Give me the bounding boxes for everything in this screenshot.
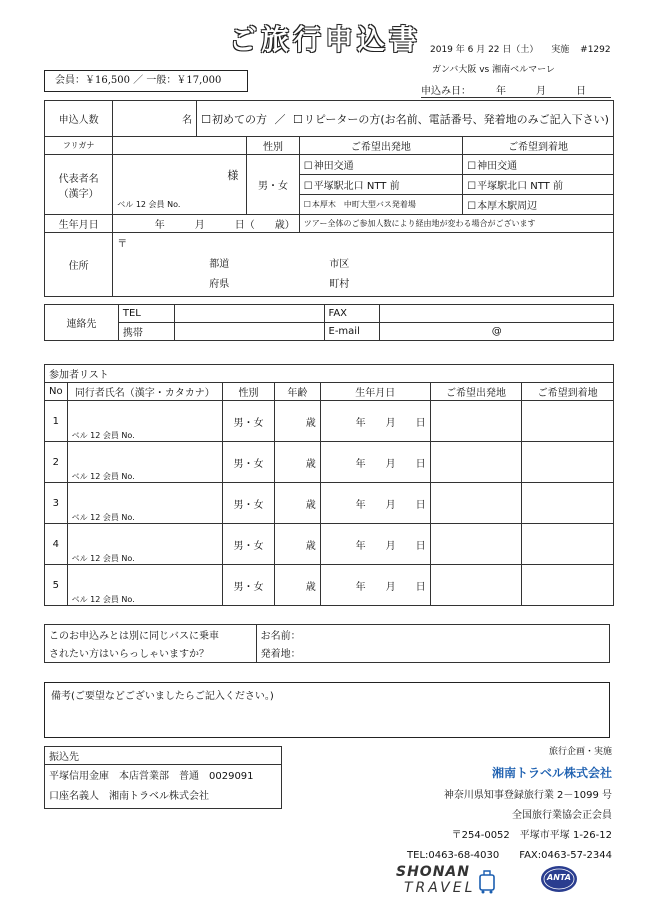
contact-label: 連絡先 bbox=[45, 305, 119, 341]
event-date bbox=[430, 42, 611, 55]
address-label: 住所 bbox=[45, 233, 113, 297]
apply-date[interactable]: 申込み日： 年 月 日 bbox=[421, 82, 611, 98]
col-header: ご希望出発地 bbox=[430, 383, 522, 401]
mobile-field[interactable] bbox=[174, 323, 324, 341]
companion-q1: このお申込みとは別に同じバスに乗車 bbox=[45, 625, 257, 644]
row-gender[interactable]: 男・女 bbox=[223, 401, 275, 442]
rep-gender[interactable]: 男・女 bbox=[247, 155, 299, 215]
anta-logo bbox=[540, 864, 578, 894]
depart-header: ご希望出発地 bbox=[299, 137, 462, 155]
pref-label-1: 都道 bbox=[209, 259, 230, 270]
depart-opt-2[interactable]: ☐ 本厚木 中町大型バス発着場 bbox=[299, 195, 462, 215]
event-date-text: 2019 年 6 月 22 日（土） bbox=[430, 45, 539, 55]
city-label-2: 町村 bbox=[329, 279, 350, 290]
arrive-opt-1[interactable]: ☐ 平塚駅北口 NTT 前 bbox=[463, 175, 614, 195]
gender-header: 性別 bbox=[247, 137, 299, 155]
company-phone: TEL:0463-68-4030 FAX:0463-57-2344 bbox=[407, 850, 612, 861]
pref-label-2: 府県 bbox=[209, 279, 230, 290]
fee-box: 会員：￥16,500 ／ 一般：￥17,000 bbox=[44, 70, 248, 92]
city-label-1: 市区 bbox=[329, 259, 350, 270]
furigana-field[interactable] bbox=[113, 137, 247, 155]
arrive-opt-2[interactable]: ☐ 本厚木駅周辺 bbox=[463, 195, 614, 215]
birth-field[interactable]: 年 月 日（ 歳） bbox=[113, 215, 299, 233]
row-birth[interactable]: 年 月 日 bbox=[320, 483, 430, 524]
tel-field[interactable] bbox=[174, 305, 324, 323]
col-header: No bbox=[45, 383, 68, 401]
row-gender[interactable]: 男・女 bbox=[223, 442, 275, 483]
companion-q2: されたい方はいらっしゃいますか？ bbox=[45, 644, 257, 663]
sama-label: 様 bbox=[227, 169, 239, 182]
participants-header bbox=[45, 383, 614, 401]
company-name: 湘南トラベル株式会社 bbox=[491, 766, 612, 780]
col-header: ご希望到着地 bbox=[522, 383, 614, 401]
col-header: 性別 bbox=[223, 383, 275, 401]
row-no: 3 bbox=[45, 483, 68, 524]
row-birth[interactable]: 年 月 日 bbox=[320, 524, 430, 565]
row-age[interactable]: 歳 bbox=[274, 442, 320, 483]
row-no: 1 bbox=[45, 401, 68, 442]
account-holder: 口座名義人 湘南トラベル株式会社 bbox=[49, 790, 209, 802]
row-depart[interactable] bbox=[430, 401, 522, 442]
remarks-box[interactable] bbox=[44, 682, 610, 738]
row-depart[interactable] bbox=[430, 483, 522, 524]
arrive-header: ご希望到着地 bbox=[463, 137, 614, 155]
event-no: #1292 bbox=[580, 45, 611, 55]
mobile-label: 携帯 bbox=[118, 323, 174, 341]
rep-name-field[interactable] bbox=[113, 155, 247, 215]
row-gender[interactable]: 男・女 bbox=[223, 524, 275, 565]
row-age[interactable]: 歳 bbox=[274, 483, 320, 524]
row-arrive[interactable] bbox=[522, 524, 614, 565]
row-age[interactable]: 歳 bbox=[274, 524, 320, 565]
col-header: 同行者氏名（漢字・カタカナ） bbox=[67, 383, 222, 401]
company-license: 神奈川県知事登録旅行業 2－1099 号 bbox=[443, 790, 612, 801]
row-no: 4 bbox=[45, 524, 68, 565]
rep-label-2: （漢字） bbox=[58, 188, 99, 200]
sep: ／ bbox=[274, 112, 286, 126]
match-label: ガンバ大阪 vs 湘南ベルマーレ bbox=[432, 65, 555, 75]
email-field[interactable]: @ bbox=[380, 323, 614, 341]
table-row bbox=[45, 565, 614, 606]
rep-member-no: ベル 12 会員 No. bbox=[117, 200, 181, 209]
row-arrive[interactable] bbox=[522, 565, 614, 606]
row-no: 5 bbox=[45, 565, 68, 606]
table-row bbox=[45, 401, 614, 442]
row-birth[interactable]: 年 月 日 bbox=[320, 565, 430, 606]
depart-opt-0[interactable]: ☐ 神田交通 bbox=[299, 155, 462, 175]
transfer-info bbox=[45, 765, 282, 809]
email-label: E-mail bbox=[324, 323, 380, 341]
row-gender[interactable]: 男・女 bbox=[223, 565, 275, 606]
row-birth[interactable]: 年 月 日 bbox=[320, 401, 430, 442]
repeater-checkbox[interactable]: ☐ リピーターの方(お名前、電話番号、発着地のみご記入下さい) bbox=[293, 113, 609, 126]
row-name-field[interactable]: ベル 12 会員 No. bbox=[67, 401, 222, 442]
row-age[interactable]: 歳 bbox=[274, 565, 320, 606]
tel-label: TEL bbox=[118, 305, 174, 323]
address-field[interactable] bbox=[113, 233, 614, 297]
transfer-label: 振込先 bbox=[45, 747, 282, 765]
event-label: 実施 bbox=[551, 45, 570, 55]
arrive-opt-0[interactable]: ☐ 神田交通 bbox=[463, 155, 614, 175]
shonan-travel-logo bbox=[392, 862, 512, 900]
companion-table bbox=[44, 624, 610, 663]
count-unit: 名 bbox=[182, 115, 193, 126]
birth-label: 生年月日 bbox=[45, 215, 113, 233]
row-arrive[interactable] bbox=[522, 442, 614, 483]
suitcase-icon bbox=[476, 868, 498, 894]
row-arrive[interactable] bbox=[522, 483, 614, 524]
fax-label: FAX bbox=[324, 305, 380, 323]
row-arrive[interactable] bbox=[522, 401, 614, 442]
row-gender[interactable]: 男・女 bbox=[223, 483, 275, 524]
row-age[interactable]: 歳 bbox=[274, 401, 320, 442]
transfer-table bbox=[44, 746, 282, 809]
visit-type bbox=[197, 101, 614, 137]
col-header: 生年月日 bbox=[320, 383, 430, 401]
page-title: ご旅行申込書 bbox=[228, 23, 421, 56]
companion-place[interactable]: 発着地： bbox=[256, 644, 609, 663]
contact-table bbox=[44, 304, 614, 341]
company-assoc: 全国旅行業協会正会員 bbox=[512, 810, 612, 821]
logo-bottom-text: TRAVEL bbox=[404, 880, 476, 896]
bank-info: 平塚信用金庫 本店営業部 普通 0029091 bbox=[49, 770, 254, 782]
logo-top-text: SHONAN bbox=[396, 864, 470, 880]
applicant-table bbox=[44, 100, 614, 297]
table-row bbox=[45, 442, 614, 483]
row-birth[interactable]: 年 月 日 bbox=[320, 442, 430, 483]
depart-opt-1[interactable]: ☐ 平塚駅北口 NTT 前 bbox=[299, 175, 462, 195]
anta-badge-text: ANTA bbox=[547, 873, 571, 882]
participants-table bbox=[44, 364, 614, 606]
row-name-field[interactable]: ベル 12 会員 No. bbox=[67, 524, 222, 565]
col-header: 年齢 bbox=[274, 383, 320, 401]
remarks-label: 備考(ご要望などございましたらご記入ください。) bbox=[51, 691, 274, 702]
companion-name[interactable]: お名前： bbox=[256, 625, 609, 644]
birth-note: ツアー全体のご参加人数により経由地が変わる場合がございます bbox=[299, 215, 613, 233]
row-depart[interactable] bbox=[430, 442, 522, 483]
furigana-label: フリガナ bbox=[45, 137, 113, 155]
fax-field[interactable] bbox=[380, 305, 614, 323]
row-depart[interactable] bbox=[430, 565, 522, 606]
table-row bbox=[45, 524, 614, 565]
row-depart[interactable] bbox=[430, 524, 522, 565]
rep-label bbox=[45, 155, 113, 215]
count-field[interactable] bbox=[113, 101, 197, 137]
company-address: 〒254-0052 平塚市平塚 1-26-12 bbox=[451, 830, 612, 841]
first-time-checkbox[interactable]: ☐ 初めての方 bbox=[201, 113, 267, 126]
company-role: 旅行企画・実施 bbox=[548, 747, 612, 757]
participants-title: 参加者リスト bbox=[45, 365, 614, 383]
table-row bbox=[45, 483, 614, 524]
rep-label-1: 代表者名 bbox=[58, 173, 99, 185]
count-label: 申込人数 bbox=[45, 101, 113, 137]
row-name-field[interactable]: ベル 12 会員 No. bbox=[67, 483, 222, 524]
row-name-field[interactable]: ベル 12 会員 No. bbox=[67, 442, 222, 483]
postal-mark: 〒 bbox=[117, 239, 128, 250]
row-no: 2 bbox=[45, 442, 68, 483]
row-name-field[interactable]: ベル 12 会員 No. bbox=[67, 565, 222, 606]
